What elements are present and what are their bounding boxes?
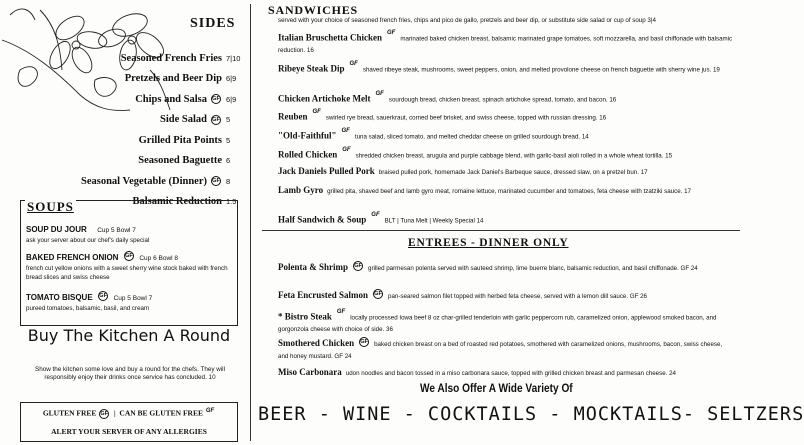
soup-name: SOUP DU JOUR <box>26 225 87 234</box>
side-name: Seasonal Vegetable (Dinner) <box>81 175 207 187</box>
side-price: 6 <box>226 156 231 166</box>
drinks-banner: BEER - WINE - COCKTAILS - MOCKTAILS- SELTZERS <box>258 404 804 425</box>
side-item <box>70 89 248 110</box>
entree-item <box>278 337 733 361</box>
soup-price: Cup 5 Bowl 7 <box>113 295 153 302</box>
side-price: 5 <box>226 115 231 125</box>
item-desc: tuna salad, sliced tomato, and melted cheddar cheese on grilled sourdough bread. 14 <box>354 133 589 141</box>
item-name: Lamb Gyro <box>278 185 324 195</box>
sandwich-item <box>278 90 733 104</box>
item-desc: baked chicken breast on a bed of roasted red potatoes, smothered with caramelized onions, mushrooms, bacon, swiss cheese, and honey mustard. GF 24 <box>278 341 723 360</box>
soup-name: BAKED FRENCH ONION <box>26 253 119 262</box>
item-desc: swirled rye bread, sauerkraut, corned beef brisket, and swiss cheese, topped with russian dressing. 16 <box>325 114 607 122</box>
gluten-free-icon: GF <box>212 178 220 185</box>
also-offer-heading: We Also Offer A Wide Variety Of <box>420 383 573 395</box>
soup-name: TOMATO BISQUE <box>26 293 93 302</box>
separator: | <box>112 408 118 418</box>
side-item <box>70 110 248 131</box>
side-name: Balsamic Reduction <box>132 196 222 208</box>
sides-title: SIDES <box>190 16 236 31</box>
entree-item <box>278 289 733 301</box>
can-be-gluten-free-icon: GF <box>371 212 380 218</box>
sandwich-item <box>278 211 733 225</box>
side-price: 1.5 <box>226 197 237 207</box>
gluten-free-icon: GF <box>354 263 362 270</box>
sandwich-item <box>278 60 733 74</box>
sandwiches-title: SANDWICHES <box>268 3 359 17</box>
side-name: Seasoned Baguette <box>138 155 222 167</box>
sandwiches-intro: served with your choice of seasoned french fries, chips and pico de gallo, pretzels and beer dip, or substitute side salad or cup of soup 3|4 <box>278 17 656 24</box>
can-be-gluten-free-icon: GF <box>342 147 351 153</box>
soup-desc: french cut yellow onions with a sweet sherry wine stock baked with french bread slices and swiss cheese <box>26 265 228 281</box>
item-name: Ribeye Steak Dip <box>278 63 345 74</box>
sandwich-item <box>278 146 733 160</box>
side-price: 6|9 <box>226 94 237 104</box>
item-desc: sourdough bread, chicken breast, spinach artichoke spread, tomato, and bacon. 16 <box>388 96 617 104</box>
soup-item <box>26 247 234 282</box>
item-name: Rolled Chicken <box>278 149 338 160</box>
item-name: Feta Encrusted Salmon <box>278 290 368 300</box>
soup-item <box>26 219 234 246</box>
gluten-free-icon: GF <box>374 291 382 298</box>
item-name: Polenta & Shrimp <box>278 262 349 272</box>
gluten-free-icon: GF <box>100 410 109 417</box>
item-desc: grilled parmesan polenta served with sauteed shrimp, lime buerre blanc, balsamic reduction, and basil chiffonade. GF 24 <box>368 265 698 272</box>
buy-kitchen-desc: Show the kitchen some love and buy a round for the chefs. They will responsibly enjoy their drinks once service has concluded. 10 <box>35 366 225 381</box>
can-be-gluten-free-icon: GF <box>349 61 358 67</box>
can-be-gluten-free-icon: GF <box>341 128 350 134</box>
entree-item <box>278 366 733 378</box>
sandwich-item <box>278 29 733 55</box>
side-price: 6|9 <box>226 74 237 84</box>
can-be-gluten-free-icon: GF <box>312 109 321 115</box>
side-name: Seasoned French Fries <box>120 52 222 64</box>
soup-desc: pureed tomatoes, balsamic, basil, and cream <box>26 305 150 312</box>
gluten-legend-box <box>20 402 238 442</box>
item-name: Jack Daniels Pulled Pork <box>278 166 375 176</box>
item-name: Half Sandwich & Soup <box>278 214 367 225</box>
item-name: "Old-Faithful" <box>278 130 337 141</box>
side-item <box>70 130 248 151</box>
entree-item <box>278 308 733 334</box>
item-name: Miso Carbonara <box>278 367 342 377</box>
sandwich-item <box>278 184 733 196</box>
item-desc: BLT | Tuna Melt | Weekly Special 14 <box>384 217 484 225</box>
side-price: 7|10 <box>226 53 241 63</box>
entrees-title: ENTREES - DINNER ONLY <box>408 237 569 249</box>
sandwich-item <box>278 127 733 141</box>
soup-price: Cup 5 Bowl 7 <box>97 227 136 234</box>
soups-box <box>20 200 238 326</box>
item-name: * Bistro Steak <box>278 311 332 322</box>
gluten-free-icon: GF <box>360 339 368 346</box>
item-desc: udon noodles and bacon tossed in a miso carbonara sauce, topped with grilled chicken breast and parmesan cheese. 24 <box>345 370 676 377</box>
side-price: 8 <box>226 176 231 186</box>
item-desc: locally processed Iowa beef 8 oz char-grilled tenderloin with garlic peppercorn rub, caramelized onion, applewood smoked bacon, and gorgonzola cheese with choice of side. 36 <box>278 314 717 334</box>
side-item <box>70 171 248 192</box>
soups-title: SOUPS <box>27 199 74 214</box>
side-name: Side Salad <box>160 114 207 126</box>
gluten-free-icon: GF <box>212 96 220 103</box>
sandwich-item <box>278 165 733 177</box>
section-divider <box>262 230 740 231</box>
item-desc: braised pulled pork, homemade Jack Daniel's Barbeque sauce, dressed slaw, on a pretzel bun. 17 <box>378 169 648 176</box>
side-price: 5 <box>226 135 231 145</box>
can-be-gluten-free-icon: GF <box>387 30 396 36</box>
item-desc: shaved ribeye steak, mushrooms, sweet peppers, onion, and melted provolone cheese on french baguette with sherry wine jus. 19 <box>362 66 720 74</box>
buy-kitchen-title: Buy The Kitchen A Round <box>27 326 231 345</box>
entree-item <box>278 261 733 273</box>
side-name: Chips and Salsa <box>135 93 207 105</box>
sandwich-item <box>278 108 733 122</box>
item-name: Chicken Artichoke Melt <box>278 93 371 104</box>
gluten-free-label: GLUTEN FREE <box>42 408 97 418</box>
side-name: Pretzels and Beer Dip <box>124 73 222 85</box>
item-desc: grilled pita, shaved beef and lamb gyro meat, romaine lettuce, marinated cucumber and tomatoes, feta cheese with tzatziki sauce. 17 <box>327 188 691 195</box>
side-item <box>70 151 248 172</box>
side-item <box>70 48 248 69</box>
item-name: Smothered Chicken <box>278 338 355 348</box>
allergy-alert: ALERT YOUR SERVER OF ANY ALLERGIES <box>51 427 207 436</box>
item-name: Italian Bruschetta Chicken <box>278 32 383 43</box>
soup-item <box>26 287 234 314</box>
can-be-gluten-free-label: CAN BE GLUTEN FREE <box>119 408 203 418</box>
gluten-legend-line <box>21 408 237 419</box>
column-divider <box>250 4 251 441</box>
soup-desc: ask your server about our chef's daily special <box>26 237 150 244</box>
gluten-free-icon: GF <box>125 252 133 259</box>
can-be-gluten-free-icon: GF <box>336 309 346 315</box>
sides-list <box>70 48 248 212</box>
gluten-free-icon: GF <box>212 116 220 123</box>
side-name: Grilled Pita Points <box>138 134 222 146</box>
item-desc: marinated baked chicken breast, balsamic marinated grape tomatoes, soft mozzarella, and basil chiffonade with balsamic reduction. 16 <box>278 35 733 55</box>
item-desc: shredded chicken breast, arugula and purple cabbage blend, with garlic-basil aioli rolled in a whole wheat tortilla. 15 <box>355 152 673 160</box>
can-be-gluten-free-icon: GF <box>205 408 215 414</box>
can-be-gluten-free-icon: GF <box>375 91 384 97</box>
side-item <box>70 69 248 90</box>
item-name: Reuben <box>278 111 308 122</box>
item-desc: pan-seared salmon filet topped with herbed feta cheese, served with a lemon dill sauce. GF 26 <box>388 293 647 300</box>
gluten-free-icon: GF <box>99 292 107 299</box>
soup-price: Cup 6 Bowl 8 <box>139 255 179 262</box>
